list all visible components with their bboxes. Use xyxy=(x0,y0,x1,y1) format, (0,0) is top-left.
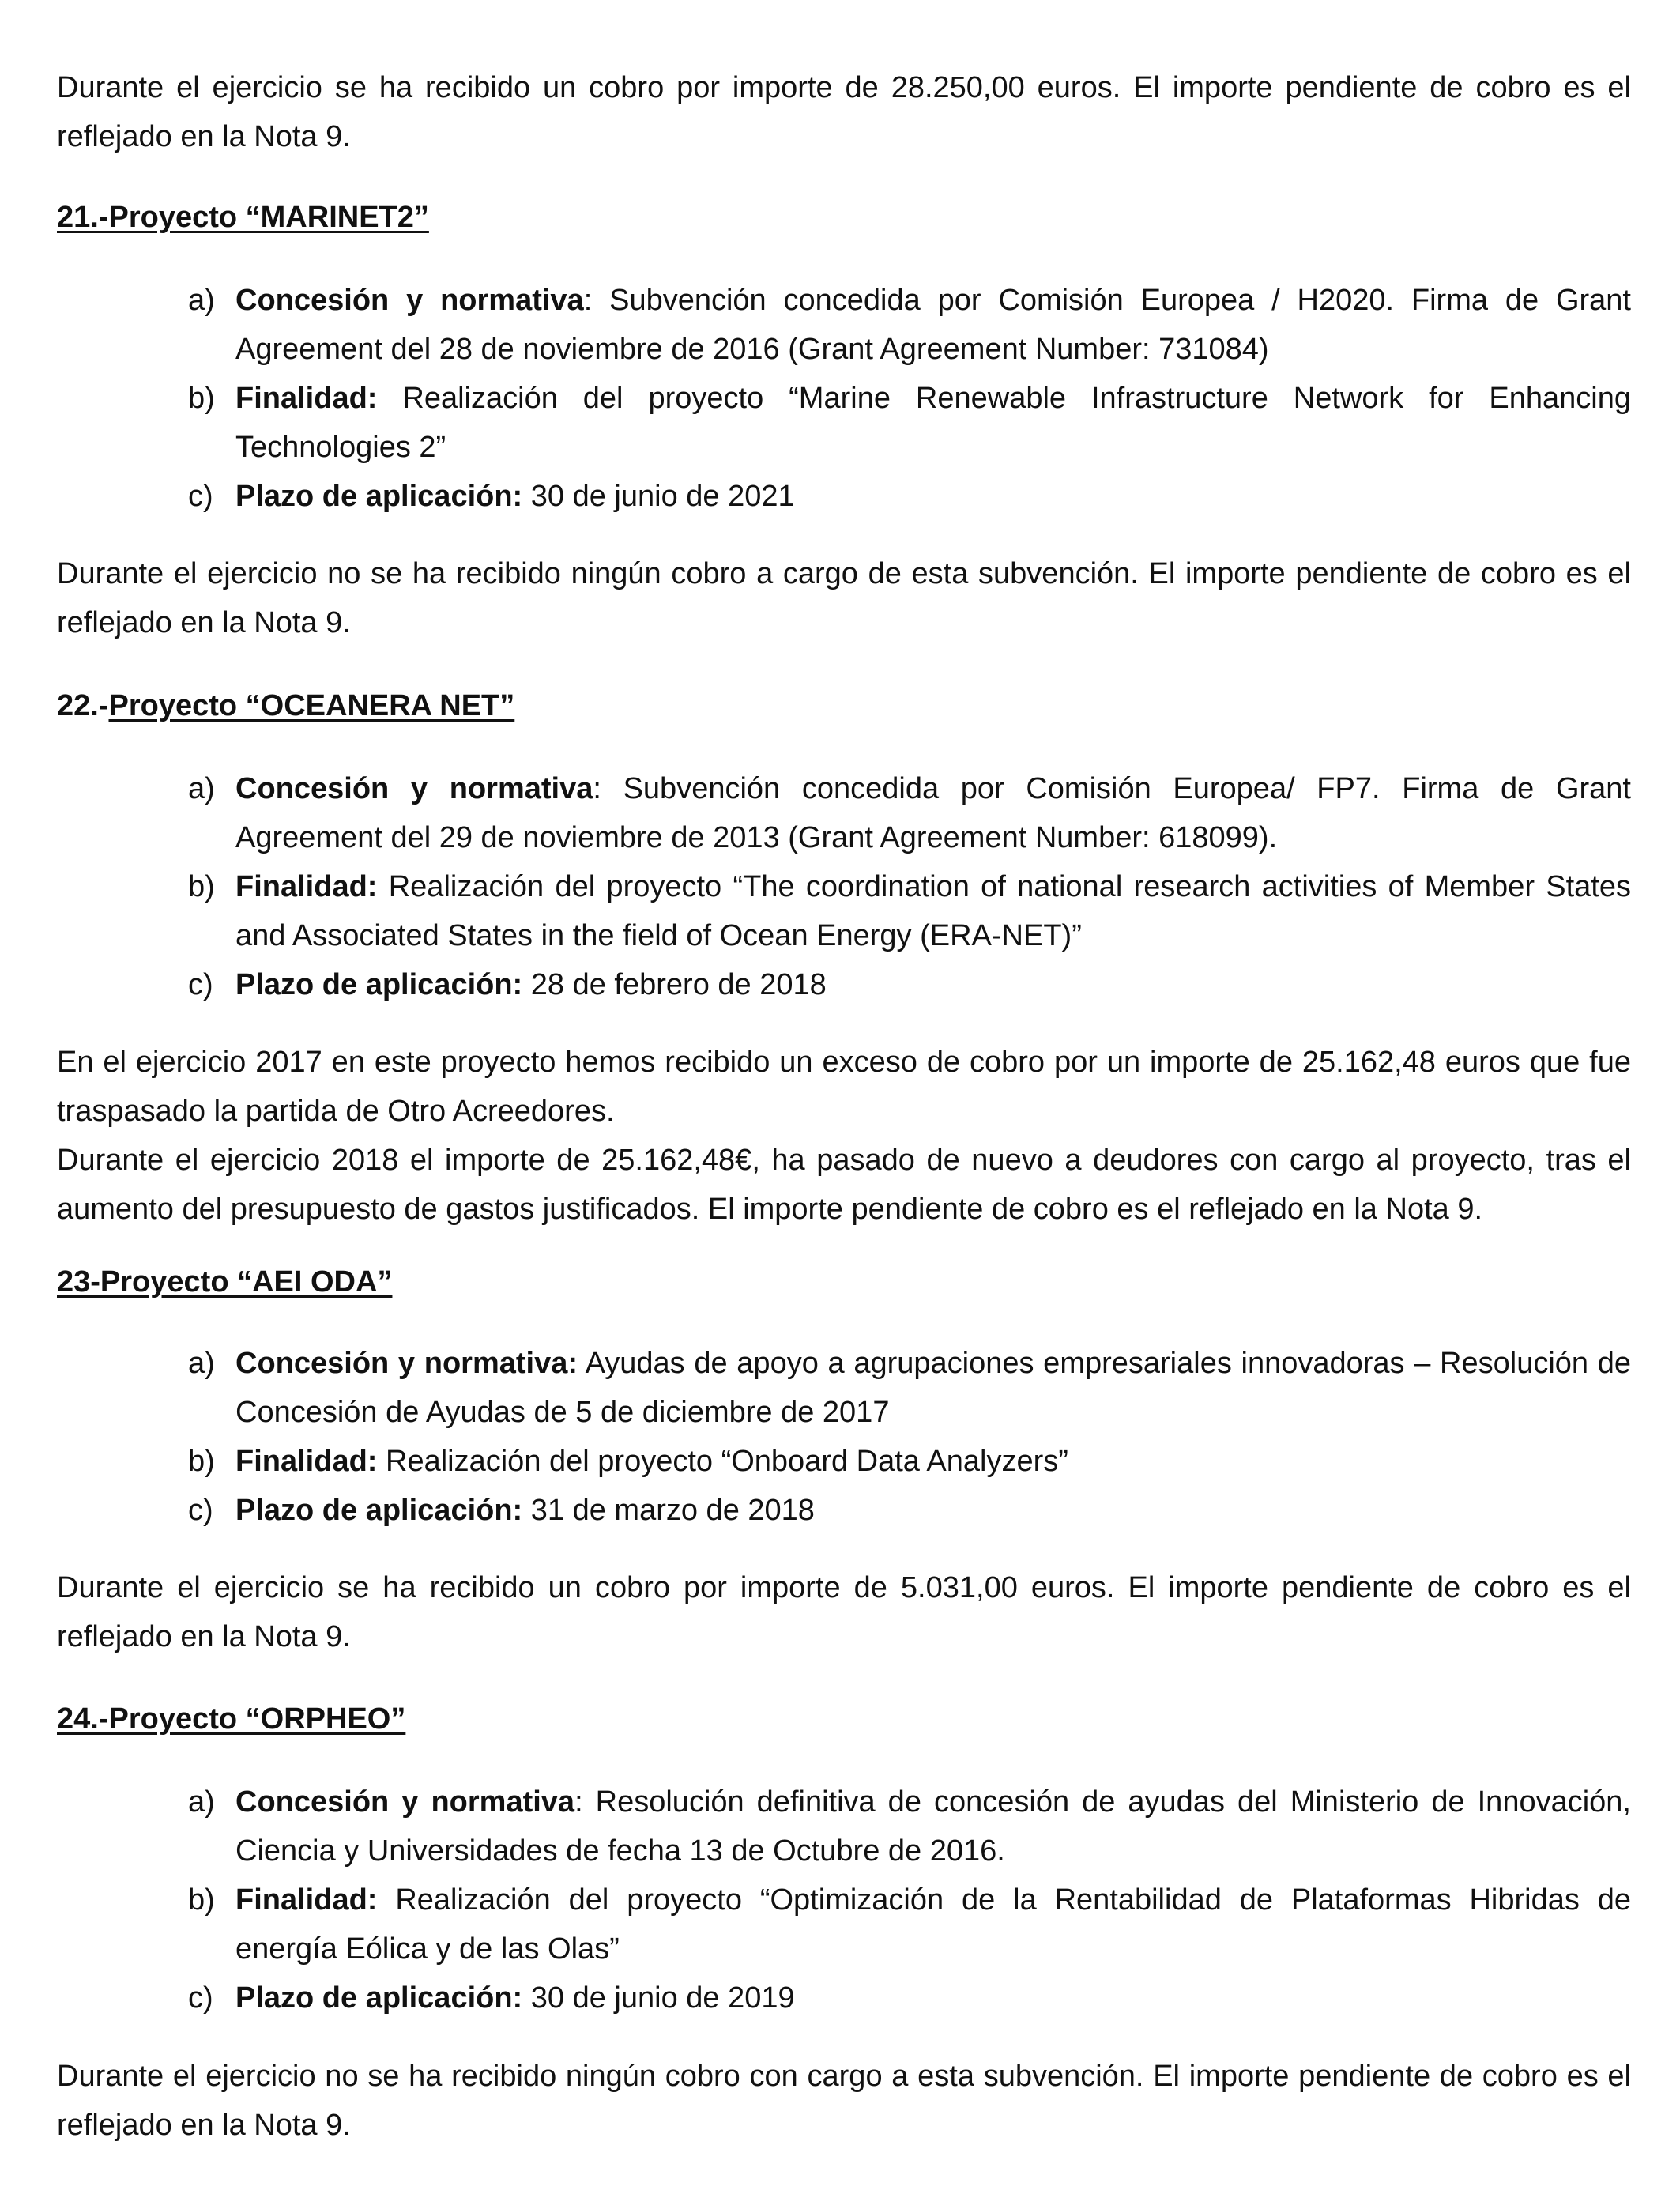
item-text: 30 de junio de 2019 xyxy=(522,1981,795,2015)
list-marker: a) xyxy=(188,284,215,317)
item-text: 30 de junio de 2021 xyxy=(522,480,795,513)
paragraph-21: Durante el ejercicio no se ha recibido ningún cobro a cargo de esta subvención. El importe pendiente de cobro es el reflejado en la Nota 9. xyxy=(57,557,1631,639)
item-label: Concesión y normativa xyxy=(235,1785,575,1819)
paragraph-22a: En el ejercicio 2017 en este proyecto hemos recibido un exceso de cobro por un importe de 25.162,48 euros que fue traspasado la partida de Otro Acreedores. xyxy=(57,1046,1631,1128)
item-text: Realización del proyecto “Onboard Data Analyzers” xyxy=(377,1445,1068,1478)
item-separator: : xyxy=(593,772,601,805)
item-label: Concesión y normativa xyxy=(235,772,593,805)
list-marker: c) xyxy=(188,968,213,1001)
section-heading-23: 23-Proyecto “AEI ODA” xyxy=(57,1265,393,1299)
list-item-24c xyxy=(188,1973,1631,2022)
list-item-23a xyxy=(188,1339,1631,1437)
item-label: Finalidad: xyxy=(235,870,378,903)
list-item-23c xyxy=(188,1486,1631,1535)
item-text: Subvención concedida por Comisión Europea/ FP7. Firma de Grant Agreement del 29 de noviembre de 2013 (Grant Agreement Number: 618099). xyxy=(235,772,1631,854)
list-marker: b) xyxy=(188,382,215,415)
section-heading-21: 21.-Proyecto “MARINET2” xyxy=(57,201,429,234)
list-marker: c) xyxy=(188,480,213,513)
item-text: Ayudas de apoyo a agrupaciones empresariales innovadoras – Resolución de Concesión de Ayudas de 5 de diciembre de 2017 xyxy=(235,1347,1631,1429)
item-text: Realización del proyecto “Marine Renewable Infrastructure Network for Enhancing Technologies 2” xyxy=(235,382,1631,464)
item-label: Finalidad: xyxy=(235,1883,378,1917)
list-marker: c) xyxy=(188,1981,213,2015)
section-heading-24: 24.-Proyecto “ORPHEO” xyxy=(57,1702,406,1736)
list-marker: c) xyxy=(188,1494,213,1527)
item-label: Plazo de aplicación: xyxy=(235,480,523,513)
list-item-22b xyxy=(188,862,1631,960)
item-label: Plazo de aplicación: xyxy=(235,1981,523,2015)
item-label: Finalidad: xyxy=(235,382,378,415)
list-item-24b xyxy=(188,1875,1631,1973)
paragraph-intro: Durante el ejercicio se ha recibido un cobro por importe de 28.250,00 euros. El importe pendiente de cobro es el reflejado en la Nota 9. xyxy=(57,71,1631,153)
item-text: Resolución definitiva de concesión de ayudas del Ministerio de Innovación, Ciencia y Universidades de fecha 13 de Octubre de 2016. xyxy=(235,1785,1631,1868)
heading-prefix: 22.- xyxy=(57,689,109,722)
list-item-22a xyxy=(188,764,1631,862)
item-label: Finalidad: xyxy=(235,1445,378,1478)
list-marker: a) xyxy=(188,772,215,805)
item-separator: : xyxy=(583,284,593,317)
paragraph-22b: Durante el ejercicio 2018 el importe de 25.162,48€, ha pasado de nuevo a deudores con cargo al proyecto, tras el aumento del presupuesto de gastos justificados. El importe pendiente de cobro es el reflejado en la Nota 9. xyxy=(57,1144,1631,1226)
list-item-21b xyxy=(188,374,1631,472)
list-item-23b xyxy=(188,1437,1631,1486)
paragraph-24: Durante el ejercicio no se ha recibido ningún cobro con cargo a esta subvención. El importe pendiente de cobro es el reflejado en la Nota 9. xyxy=(57,2060,1631,2142)
list-item-24a xyxy=(188,1777,1631,1875)
list-item-21a xyxy=(188,276,1631,374)
item-text: 28 de febrero de 2018 xyxy=(522,968,827,1001)
list-item-22c xyxy=(188,960,1631,1009)
list-marker: b) xyxy=(188,1445,215,1478)
item-text: Realización del proyecto “The coordination of national research activities of Member States and Associated States in the field of Ocean Energy (ERA-NET)” xyxy=(235,870,1631,952)
list-item-21c xyxy=(188,472,1631,521)
heading-title: Proyecto “OCEANERA NET” xyxy=(108,689,515,722)
item-label: Plazo de aplicación: xyxy=(235,968,523,1001)
list-marker: b) xyxy=(188,870,215,903)
item-text: Subvención concedida por Comisión Europea / H2020. Firma de Grant Agreement del 28 de noviembre de 2016 (Grant Agreement Number: 731084) xyxy=(235,284,1631,366)
item-separator: : xyxy=(574,1785,583,1819)
item-text: 31 de marzo de 2018 xyxy=(522,1494,815,1527)
item-label: Concesión y normativa xyxy=(235,284,584,317)
paragraph-23: Durante el ejercicio se ha recibido un cobro por importe de 5.031,00 euros. El importe pendiente de cobro es el reflejado en la Nota 9. xyxy=(57,1571,1631,1653)
item-label: Concesión y normativa: xyxy=(235,1347,578,1380)
list-marker: b) xyxy=(188,1883,215,1917)
item-label: Plazo de aplicación: xyxy=(235,1494,523,1527)
item-text: Realización del proyecto “Optimización de la Rentabilidad de Plataformas Hibridas de energía Eólica y de las Olas” xyxy=(235,1883,1631,1966)
section-heading-22 xyxy=(57,681,514,730)
list-marker: a) xyxy=(188,1785,215,1819)
list-marker: a) xyxy=(188,1347,215,1380)
